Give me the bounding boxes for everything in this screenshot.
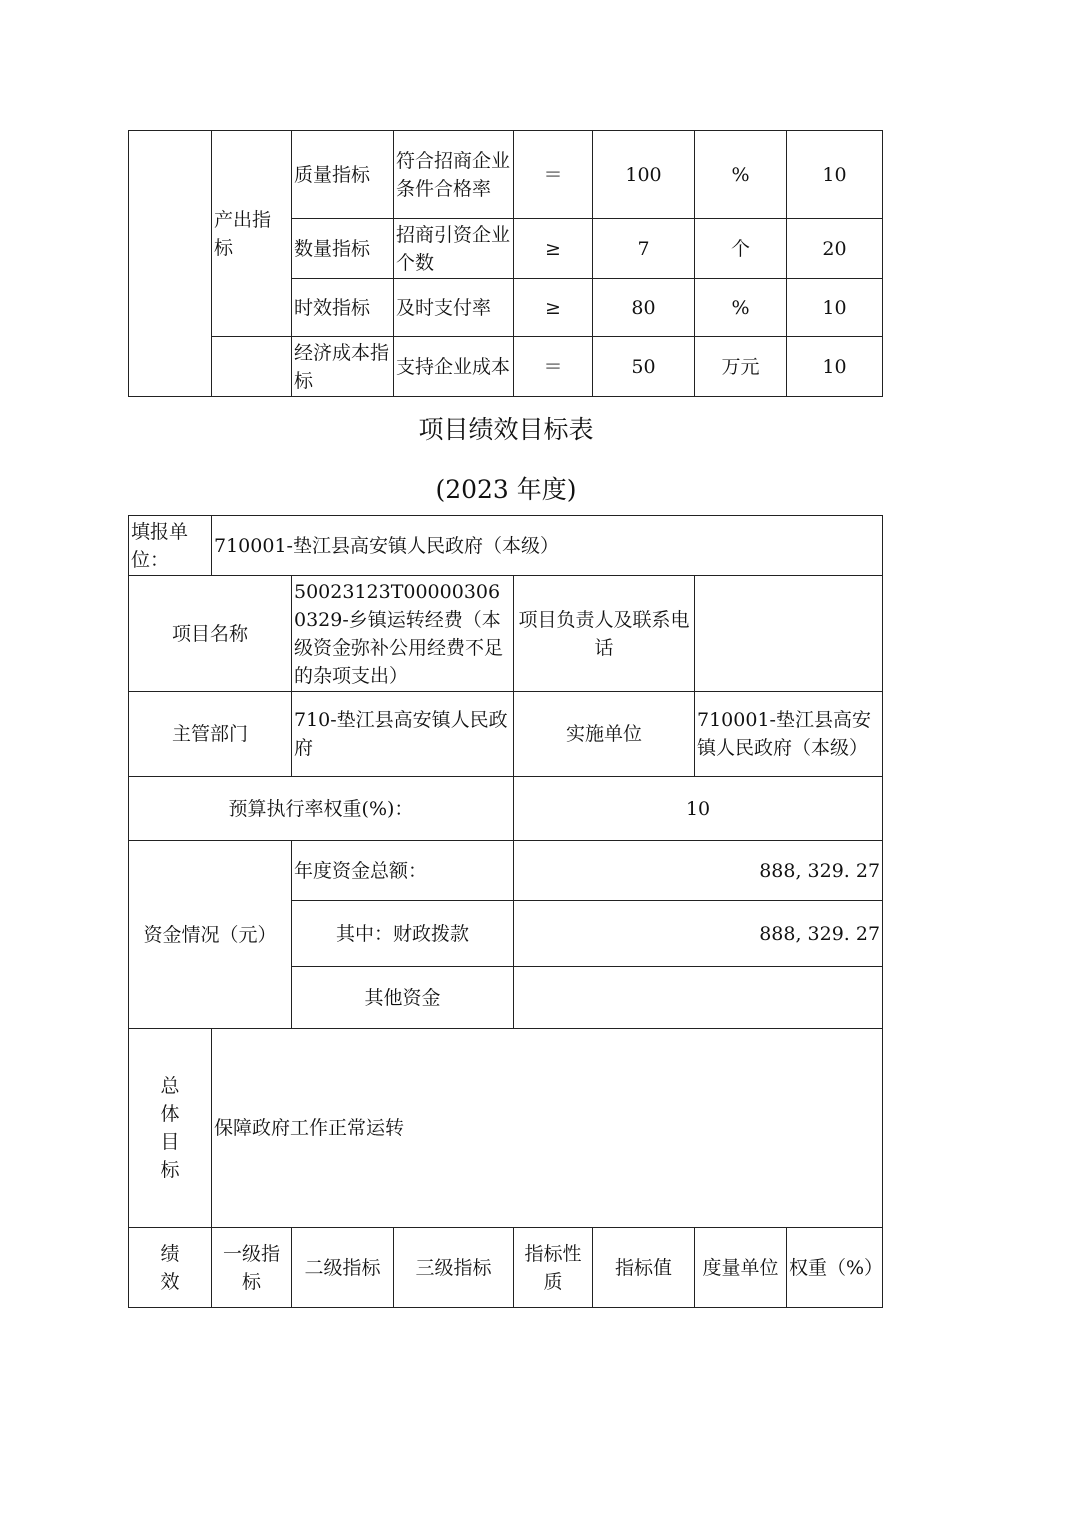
output-indicator-label: 产出指标 bbox=[212, 131, 292, 337]
budget-rate-value: 10 bbox=[514, 777, 883, 841]
weight-cell: 10 bbox=[787, 131, 883, 219]
table-row bbox=[129, 516, 883, 576]
reporting-unit-label: 填报单位： bbox=[129, 516, 212, 576]
header-weight: 权重（%） bbox=[787, 1228, 883, 1308]
header-unit: 度量单位 bbox=[695, 1228, 787, 1308]
level3-cell: 及时支付率 bbox=[394, 279, 514, 337]
unit-cell: 个 bbox=[695, 219, 787, 279]
nature-cell: ≥ bbox=[514, 219, 593, 279]
dept-value: 710-垫江县高安镇人民政府 bbox=[292, 692, 514, 777]
unit-cell: % bbox=[695, 131, 787, 219]
weight-cell: 10 bbox=[787, 337, 883, 397]
table-row bbox=[129, 337, 883, 397]
header-value: 指标值 bbox=[593, 1228, 695, 1308]
funds-label: 资金情况（元） bbox=[129, 841, 292, 1029]
nature-cell: ≥ bbox=[514, 279, 593, 337]
table-row bbox=[129, 1228, 883, 1308]
level3-cell: 符合招商企业条件合格率 bbox=[394, 131, 514, 219]
other-value bbox=[514, 967, 883, 1029]
page-subtitle: (2023 年度) bbox=[435, 475, 577, 504]
reporting-unit-value: 710001-垫江县高安镇人民政府（本级） bbox=[212, 516, 883, 576]
header-perf: 绩效 bbox=[129, 1228, 212, 1308]
fiscal-label: 其中：财政拨款 bbox=[292, 901, 514, 967]
table-row bbox=[129, 777, 883, 841]
value-cell: 50 bbox=[593, 337, 695, 397]
top-indicator-table bbox=[128, 130, 883, 397]
header-level3: 三级指标 bbox=[394, 1228, 514, 1308]
level2-cell: 经济成本指标 bbox=[292, 337, 394, 397]
level3-cell: 招商引资企业个数 bbox=[394, 219, 514, 279]
table-row bbox=[129, 576, 883, 692]
other-label: 其他资金 bbox=[292, 967, 514, 1029]
owner-label: 项目负责人及联系电话 bbox=[514, 576, 695, 692]
impl-label: 实施单位 bbox=[514, 692, 695, 777]
value-cell: 100 bbox=[593, 131, 695, 219]
empty-cell bbox=[212, 337, 292, 397]
weight-cell: 10 bbox=[787, 279, 883, 337]
table-row bbox=[129, 131, 883, 219]
budget-rate-label: 预算执行率权重(%)： bbox=[129, 777, 514, 841]
header-level2: 二级指标 bbox=[292, 1228, 394, 1308]
unit-cell: % bbox=[695, 279, 787, 337]
owner-value bbox=[695, 576, 883, 692]
annual-total-value: 888, 329. 27 bbox=[514, 841, 883, 901]
level2-cell: 数量指标 bbox=[292, 219, 394, 279]
page-title: 项目绩效目标表 bbox=[418, 415, 594, 444]
unit-cell: 万元 bbox=[695, 337, 787, 397]
goal-value: 保障政府工作正常运转 bbox=[212, 1029, 883, 1228]
value-cell: 80 bbox=[593, 279, 695, 337]
nature-cell: ＝ bbox=[514, 337, 593, 397]
fiscal-value: 888, 329. 27 bbox=[514, 901, 883, 967]
table-row bbox=[129, 841, 883, 901]
weight-cell: 20 bbox=[787, 219, 883, 279]
annual-total-label: 年度资金总额： bbox=[292, 841, 514, 901]
goal-label: 总体目标 bbox=[129, 1029, 212, 1228]
table-row bbox=[129, 692, 883, 777]
level3-cell: 支持企业成本 bbox=[394, 337, 514, 397]
value-cell: 7 bbox=[593, 219, 695, 279]
level2-cell: 质量指标 bbox=[292, 131, 394, 219]
impl-value: 710001-垫江县高安镇人民政府（本级） bbox=[695, 692, 883, 777]
nature-cell: ＝ bbox=[514, 131, 593, 219]
project-name-value: 50023123T000003060329-乡镇运转经费（本级资金弥补公用经费不足的杂项支出） bbox=[292, 576, 514, 692]
table-row bbox=[129, 1029, 883, 1228]
level2-cell: 时效指标 bbox=[292, 279, 394, 337]
dept-label: 主管部门 bbox=[129, 692, 292, 777]
project-performance-table bbox=[128, 515, 883, 1308]
header-nature: 指标性质 bbox=[514, 1228, 593, 1308]
project-name-label: 项目名称 bbox=[129, 576, 292, 692]
header-level1: 一级指标 bbox=[212, 1228, 292, 1308]
empty-cell bbox=[129, 131, 212, 397]
